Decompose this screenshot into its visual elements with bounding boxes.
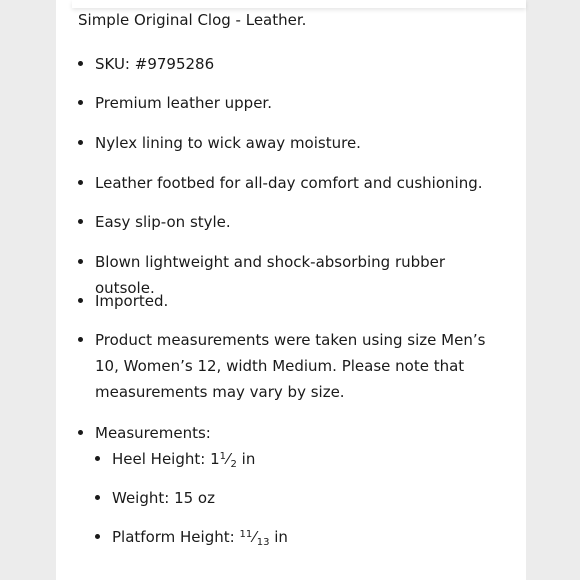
- weight-label: Weight: 15 oz: [112, 489, 215, 507]
- imported-bullet: Imported.: [95, 288, 495, 314]
- platform-height-fraction: [239, 524, 269, 550]
- heel-height-denominator: 2: [230, 459, 237, 470]
- platform-height-item: [112, 524, 288, 550]
- platform-height-numerator: 11: [239, 529, 253, 540]
- top-bar: [72, 0, 526, 8]
- footbed-bullet: Leather footbed for all-day comfort and cushioning.: [95, 170, 495, 196]
- platform-height-label: Platform Height:: [112, 528, 235, 546]
- heel-height-item: [112, 446, 255, 472]
- lining-bullet: Nylex lining to wick away moisture.: [95, 130, 495, 156]
- outsole-bullet: Blown lightweight and shock-absorbing rubber outsole.: [95, 249, 495, 301]
- heel-height-numerator: 1: [219, 451, 226, 462]
- measurements-bullet: [95, 420, 495, 548]
- heel-height-label: Heel Height: 1: [112, 450, 220, 468]
- slip-on-bullet: Easy slip-on style.: [95, 209, 495, 235]
- measurements-label: Measurements:: [95, 424, 211, 442]
- platform-height-unit: in: [274, 528, 288, 546]
- upper-bullet: Premium leather upper.: [95, 90, 495, 116]
- platform-height-slash: ⁄: [253, 528, 256, 546]
- heel-height-slash: ⁄: [227, 450, 230, 468]
- sku-bullet: SKU: #9795286: [95, 51, 495, 77]
- heel-height-unit: in: [241, 450, 256, 468]
- weight-item: [112, 485, 215, 511]
- platform-height-denominator: 13: [256, 537, 270, 548]
- measurement-note-bullet: Product measurements were taken using size Men’s 10, Women’s 12, width Medium. Please note that measurements may vary by size.: [95, 327, 495, 405]
- description-panel: [56, 0, 526, 580]
- heel-height-fraction: [220, 446, 237, 472]
- product-intro-text: Simple Original Clog - Leather.: [78, 11, 307, 29]
